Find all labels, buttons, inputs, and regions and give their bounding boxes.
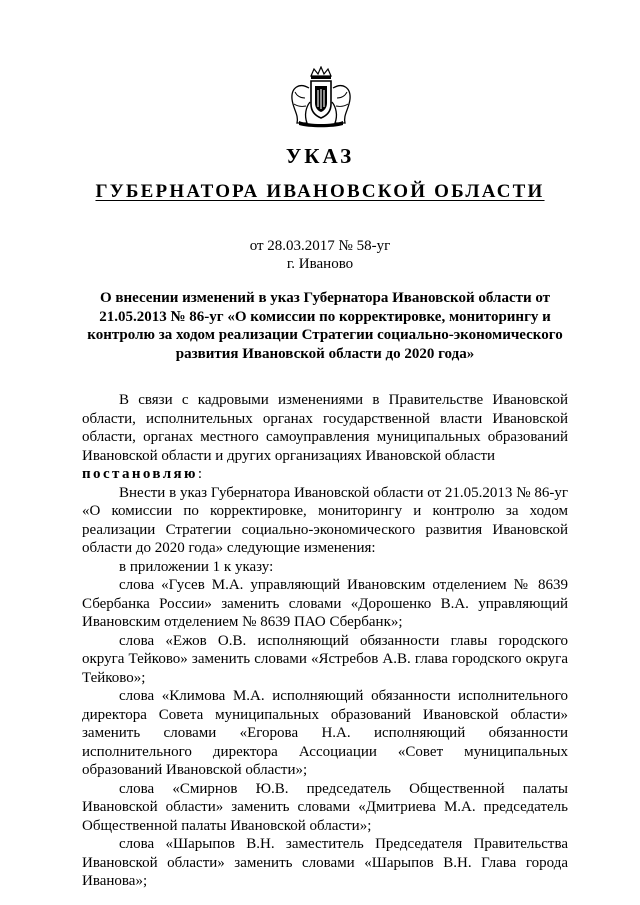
preamble-text: В связи с кадровыми изменениями в Правительстве Ивановской области, исполнительных органах государственной власти Ивановской области, органах местного самоуправления муниципальных образований Ивановской области и других организациях Ивановской области	[82, 392, 568, 464]
paragraph-change-2: слова «Ежов О.В. исполняющий обязанности главы городского округа Тейково» заменить словами «Ястребов А.В. глава городского округа Тейково»;	[82, 632, 568, 686]
paragraph-change-5: слова «Шарыпов В.Н. заместитель Председателя Правительства Ивановской области» заменить словами «Шарыпов В.Н. Глава города Иванова»;	[82, 836, 568, 889]
issuer-title	[0, 180, 640, 204]
paragraph-appendix-ref: в приложении 1 к указу:	[119, 558, 274, 575]
paragraph-change-4: слова «Смирнов Ю.В. председатель Общественной палаты Ивановской области» заменить словами «Дмитриева М.А. председатель Общественной палаты Ивановской области»;	[82, 780, 568, 834]
decree-date-number: от 28.03.2017 № 58-уг	[249, 238, 391, 254]
paragraph-preamble	[82, 391, 568, 484]
decree-body	[82, 391, 568, 891]
decree-city: г. Иваново	[286, 256, 354, 272]
paragraph-change-3: слова «Климова М.А. исполняющий обязанности исполнительного директора Совета муниципальных образований Ивановской области» заменить словами «Егорова Н.А. исполняющий обязанности исполнительного директора Ассоциации «Совет муниципальных образований Ивановской области»;	[82, 688, 568, 778]
issuer-title-text: ГУБЕРНАТОРА ИВАНОВСКОЙ ОБЛАСТИ	[95, 181, 545, 202]
paragraph-amendment-intro: Внести в указ Губернатора Ивановской области от 21.05.2013 № 86-уг «О комиссии по корректировке, мониторингу и контролю за ходом реализации Стратегии социально-экономического развития Ивановской области до 2020 года» следующие изменения:	[82, 484, 568, 556]
decree-subject: О внесении изменений в указ Губернатора Ивановской области от 21.05.2013 № 86-уг «О комиссии по корректировке, мониторингу и контролю за ходом реализации Стратегии социально-экономического развития Ивановской области до 2020 года»	[87, 290, 563, 362]
coat-of-arms-icon	[285, 66, 357, 128]
paragraph-change-1: слова «Гусев М.А. управляющий Ивановским отделением № 8639 Сбербанка России» заменить словами «Дорошенко В.А. управляющий Ивановским отделением № 8639 ПАО Сбербанк»;	[82, 577, 568, 630]
preamble-colon: :	[197, 466, 203, 482]
resolution-keyword: постановляю	[82, 466, 198, 482]
decree-title: УКАЗ	[285, 144, 355, 168]
